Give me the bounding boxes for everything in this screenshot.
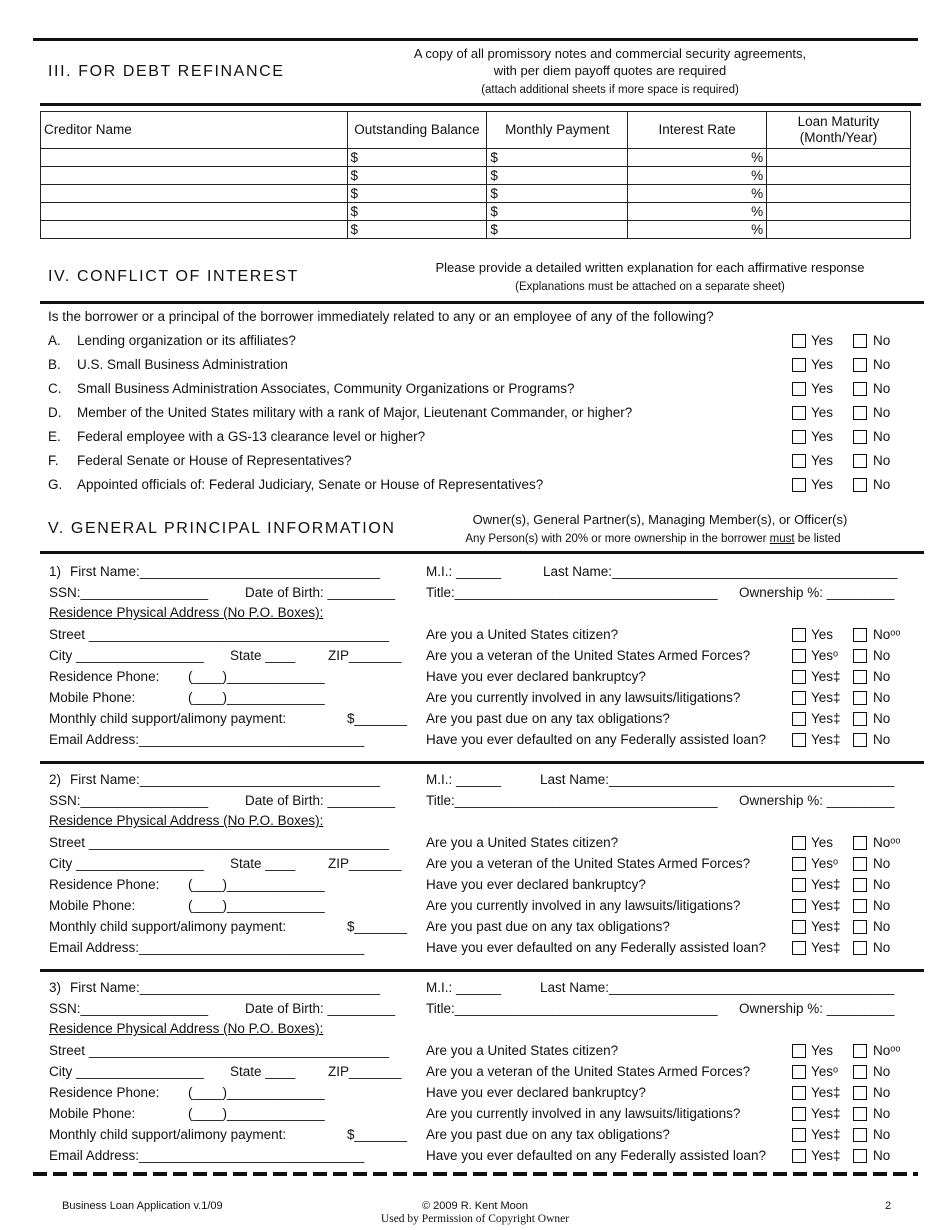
cell-maturity[interactable] bbox=[767, 167, 911, 185]
yes-label: Yes‡ bbox=[811, 690, 841, 705]
item-letter: F. bbox=[48, 453, 59, 468]
no-checkbox[interactable] bbox=[853, 628, 867, 642]
no-label: No bbox=[873, 405, 891, 420]
section-3-title: III. FOR DEBT REFINANCE bbox=[48, 63, 285, 80]
yes-checkbox[interactable] bbox=[792, 454, 806, 468]
middle-initial-field[interactable]: M.I.: ______ bbox=[426, 980, 502, 995]
section-5-note: Owner(s), General Partner(s), Managing Member(s), or Officer(s) bbox=[472, 512, 848, 527]
first-name-field[interactable]: First Name:________________________________ bbox=[70, 564, 381, 579]
residence-phone-label: Residence Phone: bbox=[49, 877, 160, 892]
principal-question: Are you a veteran of the United States Armed Forces? bbox=[426, 1064, 751, 1079]
principal-question: Are you a veteran of the United States Armed Forces? bbox=[426, 648, 751, 663]
yes-label: Yes bbox=[811, 627, 834, 642]
conflict-item-text: Federal Senate or House of Representatives? bbox=[77, 453, 352, 468]
no-label: No bbox=[873, 429, 891, 444]
first-name-field[interactable]: First Name:________________________________ bbox=[70, 980, 381, 995]
no-label: No bbox=[873, 732, 891, 747]
first-name-field[interactable]: First Name:________________________________ bbox=[70, 772, 381, 787]
section-4-note: (Explanations must be attached on a separate sheet) bbox=[515, 281, 785, 293]
last-name-field[interactable]: Last Name:______________________________________ bbox=[543, 564, 898, 579]
no-checkbox[interactable] bbox=[853, 1065, 867, 1079]
no-label: No bbox=[873, 856, 891, 871]
yes-label: Yes‡ bbox=[811, 711, 841, 726]
table-row bbox=[41, 203, 911, 221]
mobile-phone-label: Mobile Phone: bbox=[49, 898, 136, 913]
yes-label: Yes bbox=[811, 477, 834, 492]
cell-payment[interactable]: $ bbox=[487, 167, 628, 185]
child-support-label: Monthly child support/alimony payment: bbox=[49, 1127, 287, 1142]
address-heading: Residence Physical Address (No P.O. Boxes): bbox=[49, 605, 324, 620]
principal-question: Have you ever declared bankruptcy? bbox=[426, 669, 646, 684]
no-checkbox[interactable] bbox=[853, 382, 867, 396]
no-label: No bbox=[873, 453, 891, 468]
cell-creditor[interactable] bbox=[41, 167, 348, 185]
cell-rate[interactable]: % bbox=[628, 149, 767, 167]
yes-checkbox[interactable] bbox=[792, 878, 806, 892]
yes-label: Yes bbox=[811, 835, 834, 850]
date-of-birth-field[interactable]: Date of Birth: _________ bbox=[245, 793, 396, 808]
child-support-field[interactable]: $_______ bbox=[347, 711, 408, 726]
no-checkbox[interactable] bbox=[853, 941, 867, 955]
city-field[interactable]: City _________________ bbox=[49, 648, 204, 663]
yes-label: Yes‡ bbox=[811, 1127, 841, 1142]
conflict-item-text: U.S. Small Business Administration bbox=[77, 357, 288, 372]
yes-label: Yes‡ bbox=[811, 919, 841, 934]
no-label: No bbox=[873, 477, 891, 492]
no-checkbox[interactable] bbox=[853, 454, 867, 468]
child-support-field[interactable]: $_______ bbox=[347, 919, 408, 934]
section-5-rule bbox=[40, 551, 924, 554]
yes-checkbox[interactable] bbox=[792, 899, 806, 913]
no-label: No bbox=[873, 1127, 891, 1142]
yes-label: Yes‡ bbox=[811, 940, 841, 955]
yes-checkbox[interactable] bbox=[792, 1044, 806, 1058]
residence-phone-label: Residence Phone: bbox=[49, 1085, 160, 1100]
yes-checkbox[interactable] bbox=[792, 334, 806, 348]
no-checkbox[interactable] bbox=[853, 878, 867, 892]
yes-label: Yes‡ bbox=[811, 898, 841, 913]
principal-question: Are you currently involved in any lawsuits/litigations? bbox=[426, 1106, 741, 1121]
no-checkbox[interactable] bbox=[853, 1086, 867, 1100]
no-checkbox[interactable] bbox=[853, 1149, 867, 1163]
yes-label: Yes‡ bbox=[811, 732, 841, 747]
ssn-field[interactable]: SSN:_________________ bbox=[49, 1001, 209, 1016]
section-4-note: Please provide a detailed written explanation for each affirmative response bbox=[435, 260, 865, 275]
dashed-divider bbox=[33, 1172, 918, 1176]
top-rule bbox=[33, 38, 918, 41]
cell-rate[interactable]: % bbox=[628, 167, 767, 185]
cell-maturity[interactable] bbox=[767, 149, 911, 167]
yes-label: Yes‡ bbox=[811, 877, 841, 892]
yes-checkbox[interactable] bbox=[792, 1107, 806, 1121]
city-field[interactable]: City _________________ bbox=[49, 856, 204, 871]
principal-question: Are you past due on any tax obligations? bbox=[426, 711, 670, 726]
no-label: No bbox=[873, 919, 891, 934]
conflict-item-text: Federal employee with a GS-13 clearance level or higher? bbox=[77, 429, 426, 444]
yes-label: Yesᵒ bbox=[811, 648, 839, 663]
no-checkbox[interactable] bbox=[853, 334, 867, 348]
yes-checkbox[interactable] bbox=[792, 1149, 806, 1163]
conflict-item-text: Member of the United States military with a rank of Major, Lieutenant Commander, or higher? bbox=[77, 405, 633, 420]
no-checkbox[interactable] bbox=[853, 649, 867, 663]
yes-label: Yes bbox=[811, 1043, 834, 1058]
cell-rate[interactable]: % bbox=[628, 221, 767, 239]
no-label: No bbox=[873, 877, 891, 892]
yes-checkbox[interactable] bbox=[792, 1065, 806, 1079]
cell-balance[interactable]: $ bbox=[347, 149, 487, 167]
zip-field[interactable]: ZIP_______ bbox=[328, 648, 402, 663]
address-heading: Residence Physical Address (No P.O. Boxes): bbox=[49, 813, 324, 828]
yes-checkbox[interactable] bbox=[792, 1128, 806, 1142]
table-row bbox=[41, 185, 911, 203]
section-4-title: IV. CONFLICT OF INTEREST bbox=[48, 268, 299, 285]
table-header-row bbox=[41, 112, 911, 149]
principal-question: Have you ever defaulted on any Federally assisted loan? bbox=[426, 940, 766, 955]
no-checkbox[interactable] bbox=[853, 1107, 867, 1121]
yes-label: Yes bbox=[811, 405, 834, 420]
cell-payment[interactable]: $ bbox=[487, 203, 628, 221]
no-label: No bbox=[873, 690, 891, 705]
cell-payment[interactable]: $ bbox=[487, 185, 628, 203]
footer-permission: Used by Permission of Copyright Owner bbox=[380, 1213, 570, 1225]
state-field[interactable]: State ____ bbox=[230, 1064, 296, 1079]
section-3-note: A copy of all promissory notes and commercial security agreements, bbox=[413, 46, 807, 61]
zip-field[interactable]: ZIP_______ bbox=[328, 856, 402, 871]
no-label: No bbox=[873, 940, 891, 955]
yes-checkbox[interactable] bbox=[792, 691, 806, 705]
page-number: 2 bbox=[885, 1200, 892, 1212]
no-checkbox[interactable] bbox=[853, 836, 867, 850]
child-support-label: Monthly child support/alimony payment: bbox=[49, 919, 287, 934]
cell-payment[interactable]: $ bbox=[487, 221, 628, 239]
section-3-note: (attach additional sheets if more space is required) bbox=[481, 84, 739, 96]
yes-checkbox[interactable] bbox=[792, 712, 806, 726]
no-checkbox[interactable] bbox=[853, 712, 867, 726]
mobile-phone-label: Mobile Phone: bbox=[49, 690, 136, 705]
principal-question: Are you a United States citizen? bbox=[426, 627, 619, 642]
yes-checkbox[interactable] bbox=[792, 382, 806, 396]
cell-maturity[interactable] bbox=[767, 185, 911, 203]
title-field[interactable]: Title:___________________________________ bbox=[426, 1001, 718, 1016]
item-letter: B. bbox=[48, 357, 61, 372]
yes-checkbox[interactable] bbox=[792, 358, 806, 372]
conflict-item-text: Appointed officials of: Federal Judiciary, Senate or House of Representatives? bbox=[77, 477, 544, 492]
yes-label: Yes bbox=[811, 333, 834, 348]
column-header: Creditor Name bbox=[41, 112, 348, 149]
yes-label: Yes bbox=[811, 357, 834, 372]
no-label: Noᵒᵒ bbox=[873, 835, 901, 850]
column-header: Monthly Payment bbox=[487, 112, 628, 149]
note-emphasis: must bbox=[769, 533, 795, 545]
yes-checkbox[interactable] bbox=[792, 430, 806, 444]
section-3-rule bbox=[40, 103, 921, 106]
no-checkbox[interactable] bbox=[853, 670, 867, 684]
cell-balance[interactable]: $ bbox=[347, 221, 487, 239]
no-label: Noᵒᵒ bbox=[873, 1043, 901, 1058]
item-letter: C. bbox=[48, 381, 62, 396]
item-letter: D. bbox=[48, 405, 62, 420]
yes-label: Yes‡ bbox=[811, 669, 841, 684]
conflict-item-text: Lending organization or its affiliates? bbox=[77, 333, 296, 348]
principal-number: 2) bbox=[49, 772, 62, 787]
yes-checkbox[interactable] bbox=[792, 920, 806, 934]
yes-checkbox[interactable] bbox=[792, 628, 806, 642]
yes-checkbox[interactable] bbox=[792, 857, 806, 871]
no-checkbox[interactable] bbox=[853, 430, 867, 444]
section-3-note: with per diem payoff quotes are required bbox=[493, 63, 727, 78]
table-row bbox=[41, 221, 911, 239]
principal-question: Have you ever defaulted on any Federally assisted loan? bbox=[426, 1148, 766, 1163]
street-field[interactable]: Street ________________________________________ bbox=[49, 835, 390, 850]
principal-number: 1) bbox=[49, 564, 62, 579]
street-field[interactable]: Street ________________________________________ bbox=[49, 1043, 390, 1058]
no-checkbox[interactable] bbox=[853, 857, 867, 871]
section-5-note bbox=[403, 530, 903, 548]
no-label: No bbox=[873, 333, 891, 348]
email-field[interactable]: Email Address:______________________________ bbox=[49, 732, 365, 747]
no-label: No bbox=[873, 381, 891, 396]
principal-divider bbox=[40, 969, 924, 972]
mobile-phone-label: Mobile Phone: bbox=[49, 1106, 136, 1121]
no-checkbox[interactable] bbox=[853, 358, 867, 372]
yes-label: Yes‡ bbox=[811, 1148, 841, 1163]
yes-checkbox[interactable] bbox=[792, 649, 806, 663]
middle-initial-field[interactable]: M.I.: ______ bbox=[426, 772, 502, 787]
middle-initial-field[interactable]: M.I.: ______ bbox=[426, 564, 502, 579]
no-checkbox[interactable] bbox=[853, 733, 867, 747]
item-letter: A. bbox=[48, 333, 61, 348]
no-label: No bbox=[873, 1064, 891, 1079]
debt-refinance-table bbox=[40, 111, 911, 239]
yes-checkbox[interactable] bbox=[792, 406, 806, 420]
yes-label: Yes bbox=[811, 429, 834, 444]
yes-checkbox[interactable] bbox=[792, 1086, 806, 1100]
cell-rate[interactable]: % bbox=[628, 185, 767, 203]
cell-balance[interactable]: $ bbox=[347, 167, 487, 185]
residence-phone-field[interactable]: (____)_____________ bbox=[188, 669, 325, 684]
yes-checkbox[interactable] bbox=[792, 670, 806, 684]
cell-balance[interactable]: $ bbox=[347, 203, 487, 221]
mobile-phone-field[interactable]: (____)_____________ bbox=[188, 690, 325, 705]
conflict-question: Is the borrower or a principal of the borrower immediately related to any or an employee of any of the following? bbox=[48, 309, 714, 324]
no-label: No bbox=[873, 669, 891, 684]
cell-creditor[interactable] bbox=[41, 149, 348, 167]
no-label: Noᵒᵒ bbox=[873, 627, 901, 642]
no-checkbox[interactable] bbox=[853, 691, 867, 705]
city-field[interactable]: City _________________ bbox=[49, 1064, 204, 1079]
no-checkbox[interactable] bbox=[853, 1128, 867, 1142]
cell-payment[interactable]: $ bbox=[487, 149, 628, 167]
mobile-phone-field[interactable]: (____)_____________ bbox=[188, 898, 325, 913]
conflict-item-text: Small Business Administration Associates, Community Organizations or Programs? bbox=[77, 381, 575, 396]
yes-label: Yesᵒ bbox=[811, 1064, 839, 1079]
principal-question: Have you ever declared bankruptcy? bbox=[426, 877, 646, 892]
no-checkbox[interactable] bbox=[853, 920, 867, 934]
section-4-rule bbox=[40, 301, 924, 304]
principal-question: Are you a veteran of the United States Armed Forces? bbox=[426, 856, 751, 871]
principal-question: Have you ever defaulted on any Federally assisted loan? bbox=[426, 732, 766, 747]
item-letter: E. bbox=[48, 429, 61, 444]
title-field[interactable]: Title:___________________________________ bbox=[426, 793, 718, 808]
title-field[interactable]: Title:___________________________________ bbox=[426, 585, 718, 600]
state-field[interactable]: State ____ bbox=[230, 648, 296, 663]
child-support-field[interactable]: $_______ bbox=[347, 1127, 408, 1142]
cell-maturity[interactable] bbox=[767, 203, 911, 221]
principal-question: Are you a United States citizen? bbox=[426, 835, 619, 850]
cell-maturity[interactable] bbox=[767, 221, 911, 239]
principal-question: Are you past due on any tax obligations? bbox=[426, 1127, 670, 1142]
no-checkbox[interactable] bbox=[853, 1044, 867, 1058]
ssn-field[interactable]: SSN:_________________ bbox=[49, 585, 209, 600]
yes-checkbox[interactable] bbox=[792, 836, 806, 850]
yes-checkbox[interactable] bbox=[792, 733, 806, 747]
no-label: No bbox=[873, 711, 891, 726]
principal-divider bbox=[40, 761, 924, 764]
ssn-field[interactable]: SSN:_________________ bbox=[49, 793, 209, 808]
ownership-field[interactable]: Ownership %: _________ bbox=[739, 585, 895, 600]
no-checkbox[interactable] bbox=[853, 406, 867, 420]
date-of-birth-field[interactable]: Date of Birth: _________ bbox=[245, 585, 396, 600]
principal-question: Are you past due on any tax obligations? bbox=[426, 919, 670, 934]
item-letter: G. bbox=[48, 477, 63, 492]
note-text: Any Person(s) with 20% or more ownership in the borrower bbox=[465, 533, 770, 545]
last-name-field[interactable]: Last Name:______________________________________ bbox=[540, 980, 895, 995]
column-header: Loan Maturity (Month/Year) bbox=[767, 112, 911, 149]
date-of-birth-field[interactable]: Date of Birth: _________ bbox=[245, 1001, 396, 1016]
no-label: No bbox=[873, 1085, 891, 1100]
note-text: be listed bbox=[794, 533, 841, 545]
principal-question: Are you currently involved in any lawsuits/litigations? bbox=[426, 690, 741, 705]
yes-label: Yes‡ bbox=[811, 1085, 841, 1100]
last-name-field[interactable]: Last Name:______________________________________ bbox=[540, 772, 895, 787]
footer-copyright: © 2009 R. Kent Moon bbox=[422, 1200, 528, 1212]
table-row bbox=[41, 167, 911, 185]
yes-label: Yesᵒ bbox=[811, 856, 839, 871]
yes-label: Yes‡ bbox=[811, 1106, 841, 1121]
ownership-field[interactable]: Ownership %: _________ bbox=[739, 1001, 895, 1016]
zip-field[interactable]: ZIP_______ bbox=[328, 1064, 402, 1079]
no-label: No bbox=[873, 357, 891, 372]
yes-label: Yes bbox=[811, 453, 834, 468]
principal-question: Have you ever declared bankruptcy? bbox=[426, 1085, 646, 1100]
table-row bbox=[41, 149, 911, 167]
ownership-field[interactable]: Ownership %: _________ bbox=[739, 793, 895, 808]
principal-question: Are you currently involved in any lawsuits/litigations? bbox=[426, 898, 741, 913]
address-heading: Residence Physical Address (No P.O. Boxes): bbox=[49, 1021, 324, 1036]
column-header: Interest Rate bbox=[628, 112, 767, 149]
mobile-phone-field[interactable]: (____)_____________ bbox=[188, 1106, 325, 1121]
residence-phone-field[interactable]: (____)_____________ bbox=[188, 877, 325, 892]
no-checkbox[interactable] bbox=[853, 478, 867, 492]
no-label: No bbox=[873, 1148, 891, 1163]
cell-balance[interactable]: $ bbox=[347, 185, 487, 203]
principal-number: 3) bbox=[49, 980, 62, 995]
principal-question: Are you a United States citizen? bbox=[426, 1043, 619, 1058]
cell-creditor[interactable] bbox=[41, 221, 348, 239]
footer-form-version: Business Loan Application v.1/09 bbox=[62, 1200, 223, 1212]
email-field[interactable]: Email Address:______________________________ bbox=[49, 940, 365, 955]
yes-checkbox[interactable] bbox=[792, 941, 806, 955]
residence-phone-label: Residence Phone: bbox=[49, 669, 160, 684]
state-field[interactable]: State ____ bbox=[230, 856, 296, 871]
no-label: No bbox=[873, 648, 891, 663]
no-label: No bbox=[873, 1106, 891, 1121]
residence-phone-field[interactable]: (____)_____________ bbox=[188, 1085, 325, 1100]
email-field[interactable]: Email Address:______________________________ bbox=[49, 1148, 365, 1163]
no-label: No bbox=[873, 898, 891, 913]
yes-checkbox[interactable] bbox=[792, 478, 806, 492]
child-support-label: Monthly child support/alimony payment: bbox=[49, 711, 287, 726]
column-header: Outstanding Balance bbox=[347, 112, 487, 149]
section-5-title: V. GENERAL PRINCIPAL INFORMATION bbox=[48, 520, 396, 537]
no-checkbox[interactable] bbox=[853, 899, 867, 913]
cell-rate[interactable]: % bbox=[628, 203, 767, 221]
yes-label: Yes bbox=[811, 381, 834, 396]
street-field[interactable]: Street ________________________________________ bbox=[49, 627, 390, 642]
cell-creditor[interactable] bbox=[41, 185, 348, 203]
cell-creditor[interactable] bbox=[41, 203, 348, 221]
